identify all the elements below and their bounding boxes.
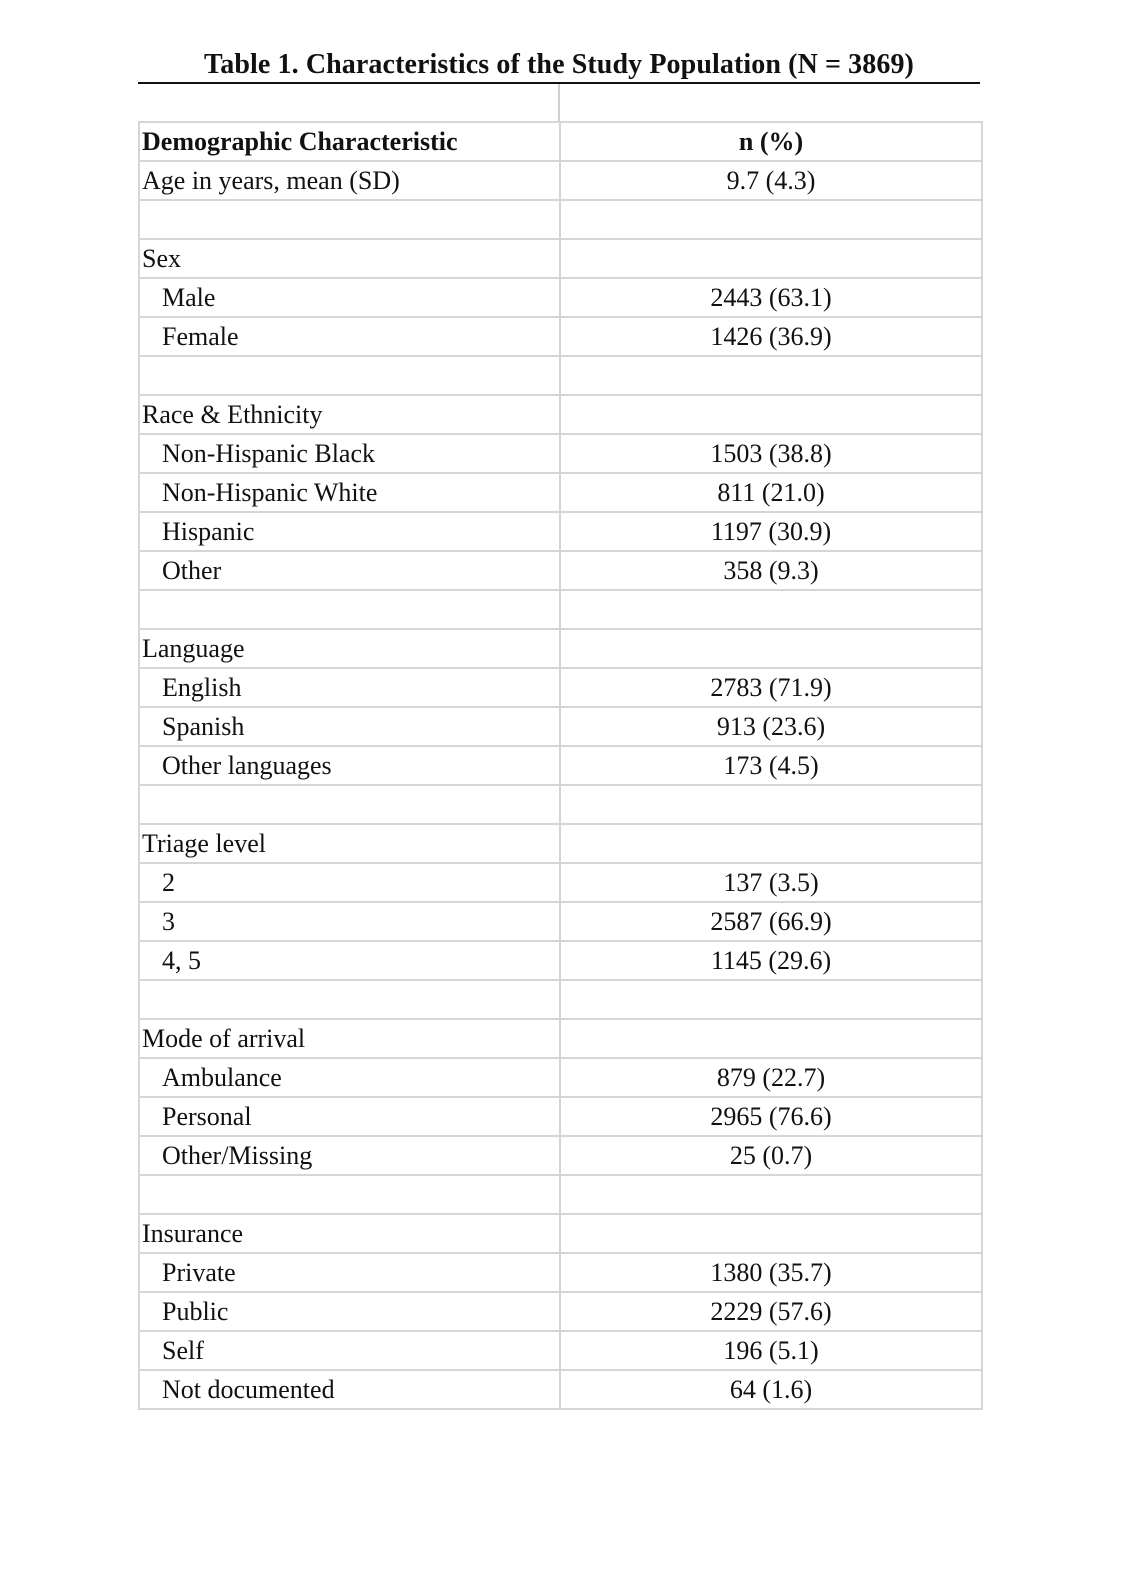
row-value: 25 (0.7) (560, 1136, 982, 1175)
row-label (139, 785, 560, 824)
table-row (139, 941, 982, 980)
table-row (139, 317, 982, 356)
row-value (560, 1214, 982, 1253)
row-value: 2587 (66.9) (560, 902, 982, 941)
row-value: 9.7 (4.3) (560, 161, 982, 200)
section-header-row (139, 629, 982, 668)
section-label: Insurance (139, 1214, 560, 1253)
table-row (139, 746, 982, 785)
row-value: 2965 (76.6) (560, 1097, 982, 1136)
section-header-row (139, 1214, 982, 1253)
table-row (139, 1331, 982, 1370)
section-label: Language (139, 629, 560, 668)
table-body (139, 122, 982, 1409)
row-label (139, 1175, 560, 1214)
header-characteristic: Demographic Characteristic (139, 122, 560, 161)
row-value: 1503 (38.8) (560, 434, 982, 473)
row-label (139, 200, 560, 239)
row-label (139, 590, 560, 629)
row-label (139, 356, 560, 395)
row-label: Female (139, 317, 560, 356)
row-value (560, 200, 982, 239)
header-n-percent: n (%) (560, 122, 982, 161)
spacer-row (139, 980, 982, 1019)
row-label: 4, 5 (139, 941, 560, 980)
spacer-row (139, 200, 982, 239)
row-value (560, 980, 982, 1019)
table-row (139, 1370, 982, 1409)
row-label: Public (139, 1292, 560, 1331)
row-value (560, 1019, 982, 1058)
table-row (139, 1136, 982, 1175)
spacer-row (139, 356, 982, 395)
section-header-row (139, 1019, 982, 1058)
table-row (139, 1058, 982, 1097)
table-row (139, 863, 982, 902)
row-value (560, 824, 982, 863)
table-row (139, 473, 982, 512)
row-value: 811 (21.0) (560, 473, 982, 512)
table-row (139, 161, 982, 200)
row-label: Ambulance (139, 1058, 560, 1097)
section-label: Sex (139, 239, 560, 278)
row-value: 1145 (29.6) (560, 941, 982, 980)
row-label: Male (139, 278, 560, 317)
row-value (560, 629, 982, 668)
row-label (139, 980, 560, 1019)
row-label: Other/Missing (139, 1136, 560, 1175)
row-label: 2 (139, 863, 560, 902)
row-value (560, 1175, 982, 1214)
characteristics-table (138, 121, 983, 1410)
section-header-row (139, 239, 982, 278)
table-row (139, 512, 982, 551)
row-value: 1426 (36.9) (560, 317, 982, 356)
row-value (560, 590, 982, 629)
row-label: Hispanic (139, 512, 560, 551)
row-value (560, 785, 982, 824)
table-row (139, 1292, 982, 1331)
row-value: 1197 (30.9) (560, 512, 982, 551)
table-row (139, 434, 982, 473)
section-label: Triage level (139, 824, 560, 863)
row-value (560, 356, 982, 395)
table-row (139, 902, 982, 941)
row-label: Age in years, mean (SD) (139, 161, 560, 200)
table-row (139, 278, 982, 317)
row-value: 2229 (57.6) (560, 1292, 982, 1331)
table-row (139, 551, 982, 590)
row-label: Non-Hispanic Black (139, 434, 560, 473)
row-label: Personal (139, 1097, 560, 1136)
row-value (560, 395, 982, 434)
section-label: Mode of arrival (139, 1019, 560, 1058)
row-value: 358 (9.3) (560, 551, 982, 590)
row-label: Non-Hispanic White (139, 473, 560, 512)
row-label: Not documented (139, 1370, 560, 1409)
row-label: 3 (139, 902, 560, 941)
row-value (560, 239, 982, 278)
table-header-row (139, 122, 982, 161)
spacer-row (139, 785, 982, 824)
row-label: Other (139, 551, 560, 590)
table-row (139, 707, 982, 746)
row-label: Other languages (139, 746, 560, 785)
row-value: 1380 (35.7) (560, 1253, 982, 1292)
row-value: 2443 (63.1) (560, 278, 982, 317)
spacer-row (139, 590, 982, 629)
row-label: Spanish (139, 707, 560, 746)
table-row (139, 668, 982, 707)
table-row (139, 1253, 982, 1292)
row-value: 913 (23.6) (560, 707, 982, 746)
row-label: English (139, 668, 560, 707)
row-value: 137 (3.5) (560, 863, 982, 902)
table-title: Table 1. Characteristics of the Study Population (N = 3869) (138, 46, 980, 84)
row-value: 879 (22.7) (560, 1058, 982, 1097)
spacer-row (139, 1175, 982, 1214)
row-value: 2783 (71.9) (560, 668, 982, 707)
row-value: 64 (1.6) (560, 1370, 982, 1409)
table-row (139, 1097, 982, 1136)
section-label: Race & Ethnicity (139, 395, 560, 434)
section-header-row (139, 395, 982, 434)
row-value: 196 (5.1) (560, 1331, 982, 1370)
row-value: 173 (4.5) (560, 746, 982, 785)
section-header-row (139, 824, 982, 863)
row-label: Private (139, 1253, 560, 1292)
row-label: Self (139, 1331, 560, 1370)
column-divider (558, 84, 560, 121)
